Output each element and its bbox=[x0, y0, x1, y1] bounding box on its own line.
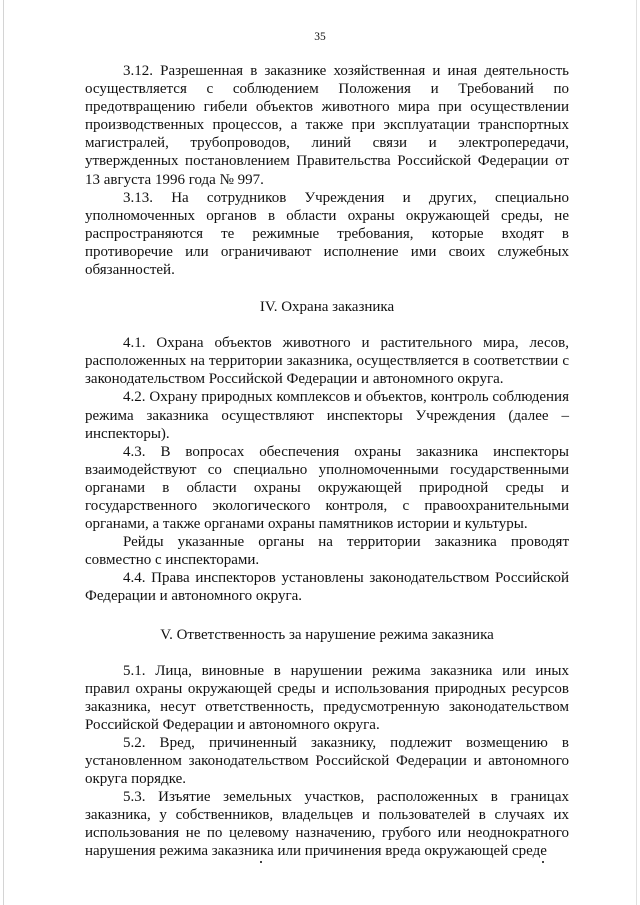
paragraph-3-12: 3.12. Разрешенная в заказнике хозяйственная и иная деятельность осуществляется с соблюдением Положения и Требований по предотвращению гибели объектов животного мира при осуществлении производственных процессов, а также при эксплуатации транспортных магистралей, трубопроводов, линий связи и электропередачи, утвержденных постановлением Правительства Российской Федерации от 13 августа 1996 года № 997. bbox=[85, 63, 569, 188]
scan-edge-left bbox=[3, 0, 4, 905]
scan-speck bbox=[542, 861, 544, 863]
paragraph-4-1: 4.1. Охрана объектов животного и растительного мира, лесов, расположенных на территории заказника, осуществляется в соответствии с законодательством Российской Федерации и автономного округа. bbox=[85, 335, 569, 388]
section-heading-v: V. Ответственность за нарушение режима заказника bbox=[160, 626, 494, 643]
paragraph-3-13: 3.13. На сотрудников Учреждения и других, специально уполномоченных органов в области охраны окружающей среды, не распространяются те режимные требования, которые входят в противоречие или ограничивают исполнение ими своих служебных обязанностей. bbox=[85, 189, 569, 279]
paragraph-5-2: 5.2. Вред, причиненный заказнику, подлежит возмещению в установленном законодательством Российской Федерации и автономного округа порядке. bbox=[85, 734, 569, 788]
page-number: 35 bbox=[314, 31, 326, 43]
paragraph-4-3: 4.3. В вопросах обеспечения охраны заказника инспекторы взаимодействуют со специально уполномоченными государственными органами в области охраны окружающей природной среды и государственного экологического контроля, с правоохранительными органами, а также органами охраны памятников истории и культуры. bbox=[85, 443, 569, 533]
paragraph-4-2: 4.2. Охрану природных комплексов и объектов, контроль соблюдения режима заказника осуществляют инспекторы Учреждения (далее – инспекторы). bbox=[85, 389, 569, 442]
paragraph-5-3: 5.3. Изъятие земельных участков, расположенных в границах заказника, у собственников, владельцев и пользователей в случаях их использования не по целевому назначению, грубого или неоднократного нарушения режима заказника или причинения вреда окружающей среде bbox=[85, 789, 569, 860]
scan-edge-right bbox=[636, 0, 637, 905]
paragraph-raids: Рейды указанные органы на территории заказника проводят совместно с инспекторами. bbox=[85, 534, 569, 569]
paragraph-5-1: 5.1. Лица, виновные в нарушении режима заказника или иных правил охраны окружающей среды и использования природных ресурсов заказника, несут ответственность, предусмотренную законодательством Российской Федерации и автономного округа. bbox=[85, 662, 569, 733]
scan-speck bbox=[260, 861, 262, 863]
section-heading-iv: IV. Охрана заказника bbox=[259, 299, 395, 316]
document-body bbox=[85, 62, 569, 861]
paragraph-4-4: 4.4. Права инспекторов установлены законодательством Российской Федерации и автономного округа. bbox=[85, 570, 569, 605]
